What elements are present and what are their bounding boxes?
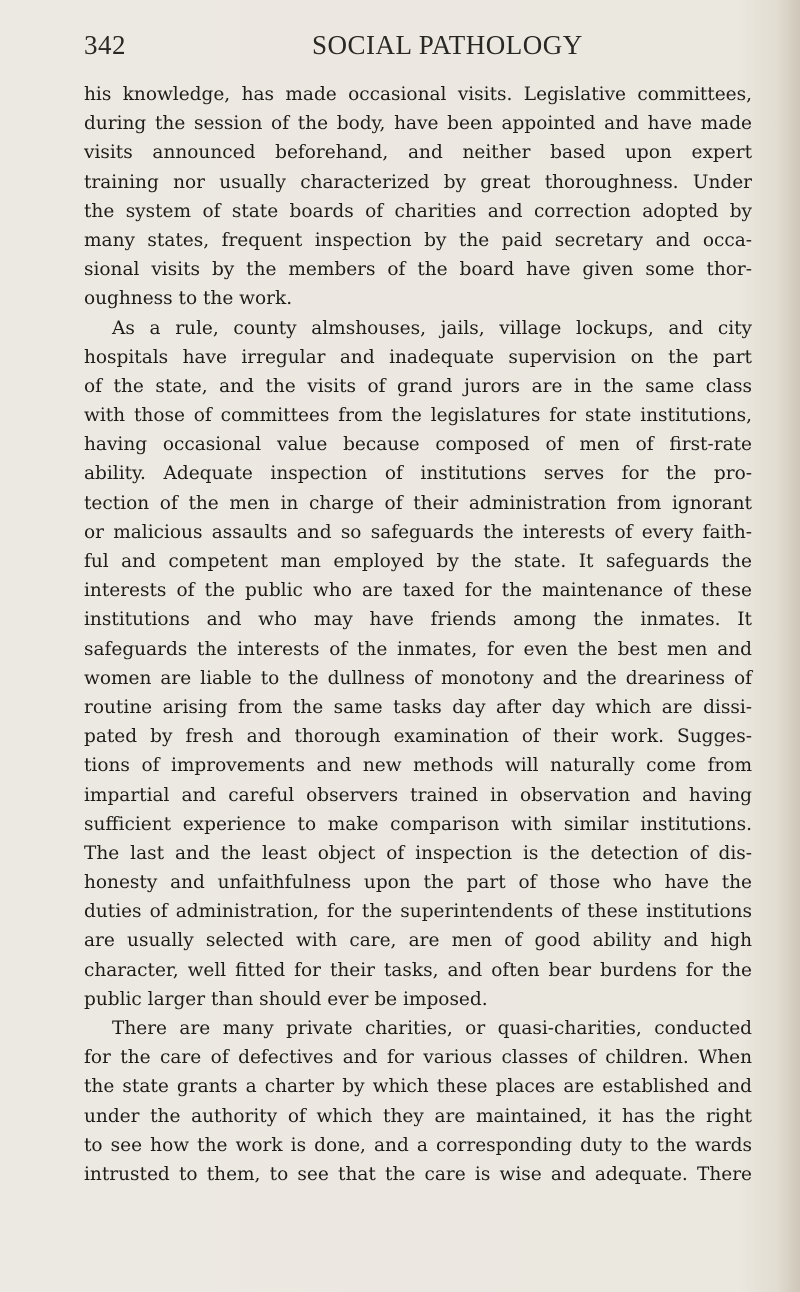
text-line: are usually selected with care, are men of good ability and high bbox=[84, 930, 752, 952]
text-line: oughness to the work. bbox=[84, 288, 293, 310]
text-line: the state grants a charter by which these places are established and bbox=[84, 1076, 752, 1098]
running-head bbox=[84, 30, 752, 64]
text-line: intrusted to them, to see that the care is wise and adequate. There bbox=[84, 1163, 752, 1185]
page-number: 342 bbox=[84, 30, 126, 60]
text-line: hospitals have irregular and inadequate supervision on the part bbox=[84, 346, 752, 368]
text-line: for the care of defectives and for various classes of children. When bbox=[84, 1047, 752, 1069]
text-line: or malicious assaults and so safeguards the interests of every faith- bbox=[84, 521, 752, 543]
body-text bbox=[84, 80, 752, 1189]
text-line: institutions and who may have friends among the inmates. It bbox=[84, 609, 752, 631]
text-line: impartial and careful observers trained in observation and having bbox=[84, 784, 752, 806]
text-line: character, well fitted for their tasks, and often bear burdens for the bbox=[84, 959, 752, 981]
text-line: The last and the least object of inspection is the detection of dis- bbox=[84, 842, 752, 864]
text-line: visits announced beforehand, and neither based upon expert bbox=[84, 142, 752, 164]
text-line: routine arising from the same tasks day after day which are dissi- bbox=[84, 696, 752, 718]
text-line: with those of committees from the legislatures for state institutions, bbox=[84, 405, 752, 427]
text-line: tection of the men in charge of their administration from ignorant bbox=[84, 492, 752, 514]
text-line: many states, frequent inspection by the paid secretary and occa- bbox=[84, 229, 752, 251]
text-line: sional visits by the members of the board have given some thor- bbox=[84, 259, 752, 281]
text-line: pated by fresh and thorough examination of their work. Sugges- bbox=[84, 726, 752, 748]
chapter-title: SOCIAL PATHOLOGY bbox=[312, 30, 583, 60]
text-line: during the session of the body, have been appointed and have made bbox=[84, 113, 752, 135]
text-line: the system of state boards of charities and correction adopted by bbox=[84, 200, 752, 222]
text-line: under the authority of which they are maintained, it has the right bbox=[84, 1105, 752, 1127]
text-line: tions of improvements and new methods will naturally come from bbox=[84, 755, 752, 777]
text-line: duties of administration, for the superintendents of these institutions bbox=[84, 901, 752, 923]
text-line: public larger than should ever be imposed. bbox=[84, 988, 488, 1010]
text-line: sufficient experience to make comparison with similar institutions. bbox=[84, 813, 752, 835]
text-line: As a rule, county almshouses, jails, village lockups, and city bbox=[112, 317, 752, 339]
text-line: of the state, and the visits of grand jurors are in the same class bbox=[84, 375, 752, 397]
text-line: women are liable to the dullness of monotony and the dreariness of bbox=[84, 667, 752, 689]
text-line: safeguards the interests of the inmates, for even the best men and bbox=[84, 638, 752, 660]
text-line: his knowledge, has made occasional visits. Legislative committees, bbox=[84, 84, 752, 105]
text-line: ful and competent man employed by the state. It safeguards the bbox=[84, 551, 752, 572]
text-line: to see how the work is done, and a corresponding duty to the wards bbox=[84, 1134, 752, 1156]
text-line: interests of the public who are taxed for the maintenance of these bbox=[84, 580, 752, 602]
text-line: having occasional value because composed of men of first-rate bbox=[84, 434, 752, 456]
text-line: training nor usually characterized by great thoroughness. Under bbox=[84, 171, 752, 193]
text-line: ability. Adequate inspection of institutions serves for the pro- bbox=[84, 463, 752, 485]
text-line: honesty and unfaithfulness upon the part of those who have the bbox=[84, 872, 752, 894]
text-line: There are many private charities, or quasi-charities, conducted bbox=[112, 1018, 752, 1039]
